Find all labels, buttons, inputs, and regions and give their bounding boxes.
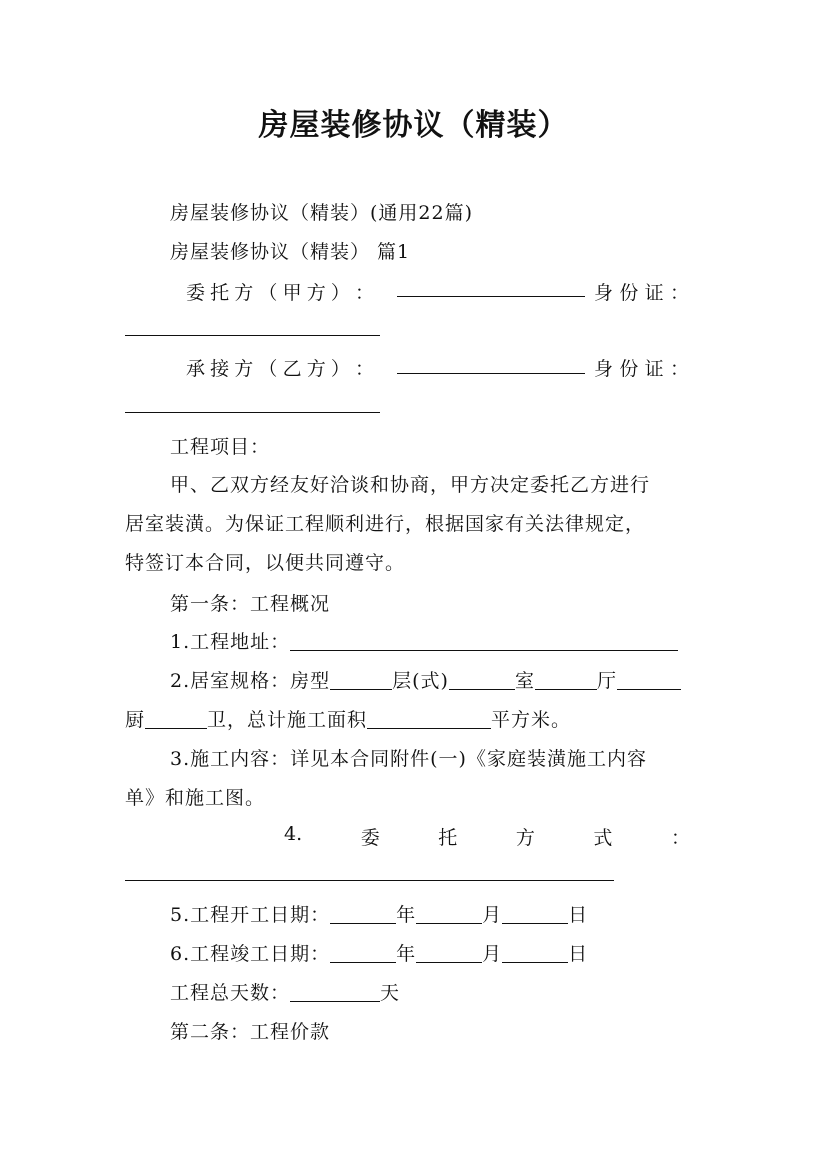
party-b-label-char: 接 bbox=[210, 358, 230, 380]
party-b-label-char: （ bbox=[258, 358, 278, 380]
intro-line-2: 居室装潢。为保证工程顺利进行，根据国家有关法律规定， bbox=[125, 513, 646, 535]
item-4-text: 方 bbox=[515, 827, 535, 849]
start-date-label: 5.工程开工日期： bbox=[170, 904, 331, 926]
area-label: 卫，总计施工面积 bbox=[207, 709, 368, 731]
total-days-label: 工程总天数： bbox=[170, 982, 291, 1004]
kitchen-label: 厨 bbox=[125, 709, 146, 731]
item-4-text: 4. bbox=[284, 823, 303, 845]
year-label: 年 bbox=[396, 943, 417, 965]
intro-line-1: 甲、乙双方经友好洽谈和协商，甲方决定委托乙方进行 bbox=[170, 474, 651, 496]
party-a-label-char: ： bbox=[354, 282, 374, 304]
total-days-blank[interactable] bbox=[290, 981, 380, 1002]
party-b-id-char: 份 bbox=[619, 358, 639, 380]
delegation-blank[interactable] bbox=[125, 880, 614, 881]
item-1-address bbox=[170, 627, 678, 654]
party-b-id-char: 证 bbox=[644, 358, 664, 380]
chapter-heading: 房屋装修协议（精装） 篇1 bbox=[170, 241, 411, 263]
total-days bbox=[170, 978, 400, 1005]
hall-blank[interactable] bbox=[535, 669, 597, 690]
hall-label: 厅 bbox=[596, 670, 617, 692]
specs-label: 2.居室规格：房型 bbox=[170, 670, 331, 692]
kitchen-blank[interactable] bbox=[617, 669, 681, 690]
party-b-name-blank[interactable] bbox=[397, 373, 585, 374]
party-b-label-char: ） bbox=[330, 358, 350, 380]
item-3-line-2: 单》和施工图。 bbox=[125, 787, 266, 809]
party-a-id-blank[interactable] bbox=[125, 335, 380, 336]
item-4-text: 委 bbox=[360, 827, 380, 849]
party-b-label-char: 方 bbox=[234, 358, 254, 380]
intro-line-3: 特签订本合同，以便共同遵守。 bbox=[125, 552, 406, 574]
end-day-blank[interactable] bbox=[502, 942, 568, 963]
area-unit: 平方米。 bbox=[491, 709, 572, 731]
party-a-label bbox=[186, 278, 374, 305]
party-b-label-char: 方 bbox=[306, 358, 326, 380]
floor-label: 层(式) bbox=[392, 670, 449, 692]
start-year-blank[interactable] bbox=[330, 903, 396, 924]
project-label: 工程项目： bbox=[170, 436, 271, 458]
party-a-id-char: ： bbox=[669, 282, 689, 304]
party-a-id-char: 份 bbox=[619, 282, 639, 304]
area-blank[interactable] bbox=[367, 708, 491, 729]
end-year-blank[interactable] bbox=[330, 942, 396, 963]
floor-blank[interactable] bbox=[330, 669, 392, 690]
party-b-label-char: 承 bbox=[186, 358, 206, 380]
party-a-label-char: 委 bbox=[186, 282, 206, 304]
day-label: 日 bbox=[568, 943, 589, 965]
party-b-id-char: 身 bbox=[594, 358, 614, 380]
article-2-heading: 第二条：工程价款 bbox=[170, 1021, 331, 1043]
item-4-text: 托 bbox=[438, 827, 458, 849]
item-6-end-date bbox=[170, 939, 588, 966]
address-label: 1.工程地址： bbox=[170, 631, 291, 653]
end-date-label: 6.工程竣工日期： bbox=[170, 943, 331, 965]
item-4-delegation bbox=[284, 823, 690, 850]
total-days-unit: 天 bbox=[380, 982, 401, 1004]
bath-blank[interactable] bbox=[145, 708, 207, 729]
party-b-id-label bbox=[594, 354, 689, 381]
party-b-label-char: 乙 bbox=[282, 358, 302, 380]
document-title: 房屋装修协议（精装） bbox=[258, 108, 569, 143]
start-month-blank[interactable] bbox=[416, 903, 482, 924]
item-5-start-date bbox=[170, 900, 588, 927]
room-blank[interactable] bbox=[449, 669, 515, 690]
party-a-label-char: 甲 bbox=[282, 282, 302, 304]
end-month-blank[interactable] bbox=[416, 942, 482, 963]
year-label: 年 bbox=[396, 904, 417, 926]
document-subtitle: 房屋装修协议（精装）(通用22篇) bbox=[170, 202, 474, 224]
item-2-specs-cont bbox=[125, 705, 571, 732]
address-blank[interactable] bbox=[290, 630, 678, 651]
item-4-text: ： bbox=[670, 827, 690, 849]
party-b-id-char: ： bbox=[669, 358, 689, 380]
item-4-text: 式 bbox=[593, 827, 613, 849]
party-b-id-blank[interactable] bbox=[125, 412, 380, 413]
room-label: 室 bbox=[514, 670, 535, 692]
month-label: 月 bbox=[482, 943, 503, 965]
item-3-line-1: 3.施工内容：详见本合同附件(一)《家庭装潢施工内容 bbox=[170, 748, 647, 770]
party-a-label-char: （ bbox=[258, 282, 278, 304]
party-a-label-char: 方 bbox=[306, 282, 326, 304]
party-a-id-char: 身 bbox=[594, 282, 614, 304]
party-b-label bbox=[186, 354, 374, 381]
party-a-label-char: ） bbox=[330, 282, 350, 304]
month-label: 月 bbox=[482, 904, 503, 926]
day-label: 日 bbox=[568, 904, 589, 926]
party-b-label-char: ： bbox=[354, 358, 374, 380]
party-a-id-char: 证 bbox=[644, 282, 664, 304]
item-2-specs bbox=[170, 666, 681, 693]
party-a-label-char: 方 bbox=[234, 282, 254, 304]
article-1-heading: 第一条：工程概况 bbox=[170, 593, 331, 615]
party-a-id-label bbox=[594, 278, 689, 305]
party-a-name-blank[interactable] bbox=[397, 296, 585, 297]
party-a-label-char: 托 bbox=[210, 282, 230, 304]
start-day-blank[interactable] bbox=[502, 903, 568, 924]
